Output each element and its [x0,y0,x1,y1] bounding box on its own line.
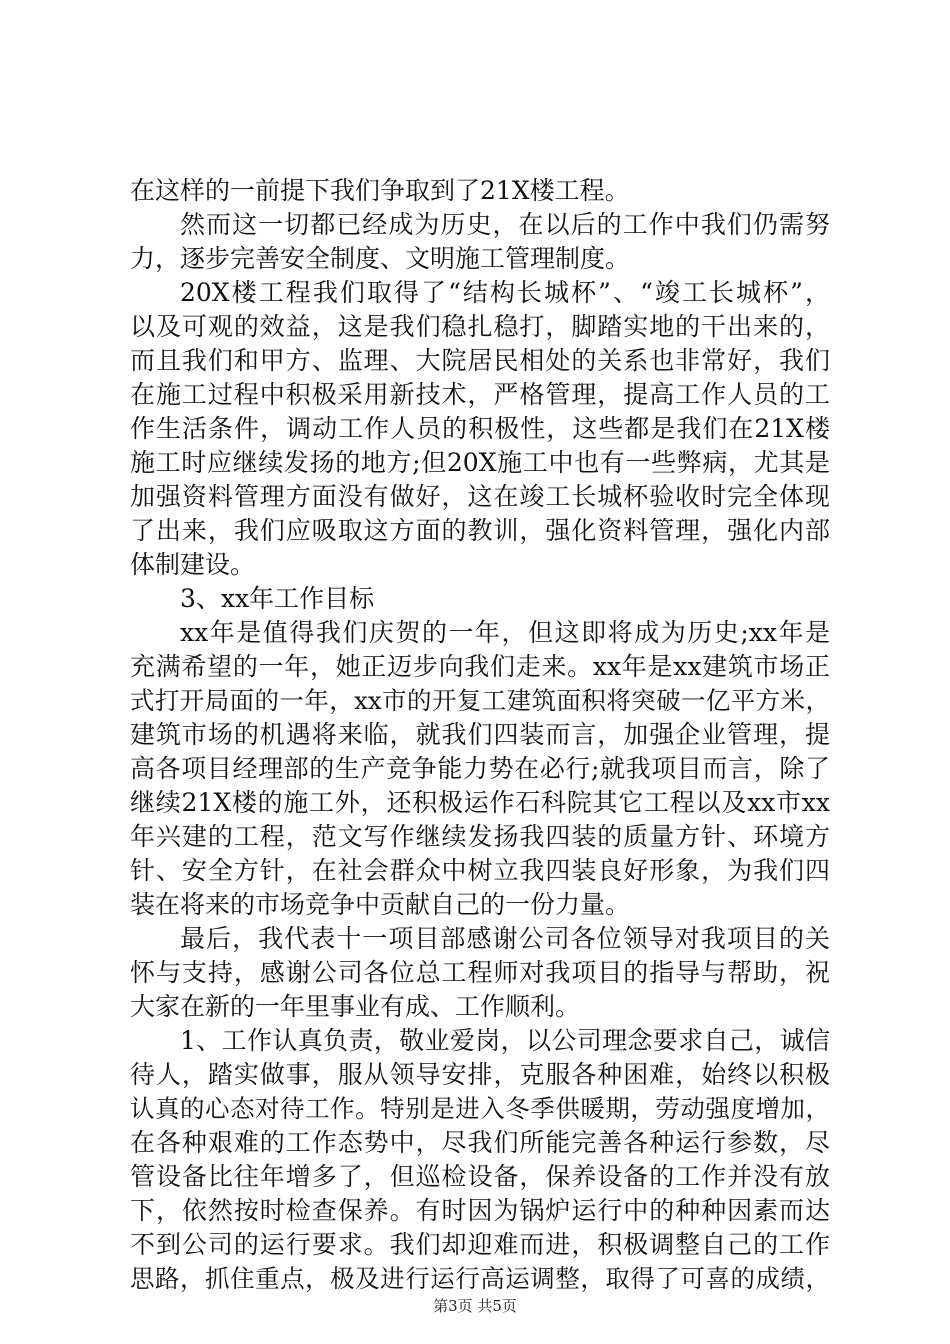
body-text-line: 大家在新的一年里事业有成、工作顺利。 [130,992,581,1021]
section-heading: 3、xx年工作目标 [180,584,375,613]
body-text-line: xx年是值得我们庆贺的一年，但这即将成为历史;xx年是 [180,618,830,647]
body-text-line: 管设备比往年增多了，但巡检设备，保养设备的工作并没有放 [130,1162,830,1191]
body-text-line: 怀与支持，感谢公司各位总工程师对我项目的指导与帮助，祝 [130,958,830,987]
body-text-line: 年兴建的工程，范文写作继续发扬我四装的质量方针、环境方 [130,822,830,851]
body-text-line: 了出来，我们应吸取这方面的教训，强化资料管理，强化内部 [130,516,830,545]
body-text-line: 而且我们和甲方、监理、大院居民相处的关系也非常好，我们 [130,346,830,375]
body-text-line: 力，逐步完善安全制度、文明施工管理制度。 [130,244,631,273]
body-text-line: 针、安全方针，在社会群众中树立我四装良好形象，为我们四 [130,856,830,885]
body-text-line: 体制建设。 [130,550,256,579]
body-text-line: 然而这一切都已经成为历史，在以后的工作中我们仍需努 [180,210,830,239]
body-text-line: 思路，抓住重点，极及进行运行高运调整，取得了可喜的成绩， [130,1264,830,1293]
body-text-line: 1、工作认真负责，敬业爱岗，以公司理念要求自己，诚信 [180,1026,830,1055]
body-text-line: 充满希望的一年，她正迈步向我们走来。xx年是xx建筑市场正 [130,652,830,681]
body-text-line: 继续21X楼的施工外，还积极运作石科院其它工程以及xx市xx [130,788,830,817]
body-text-line: 施工时应继续发扬的地方;但20X施工中也有一些弊病，尤其是 [130,448,830,477]
body-text-line: 式打开局面的一年，xx市的开复工建筑面积将突破一亿平方米， [130,686,830,715]
page-number-footer: 第3页 共5页 [433,1297,517,1315]
body-text-line: 作生活条件，调动工作人员的积极性，这些都是我们在21X楼 [130,414,830,443]
body-text-line: 认真的心态对待工作。特别是进入冬季供暖期，劳动强度增加， [130,1094,830,1123]
body-text-line: 在施工过程中积极采用新技术，严格管理，提高工作人员的工 [130,380,830,409]
body-text-line: 以及可观的效益，这是我们稳扎稳打，脚踏实地的干出来的， [130,312,830,341]
body-text-line: 高各项目经理部的生产竞争能力势在必行;就我项目而言，除了 [130,754,830,783]
body-text-line: 下，依然按时检查保养。有时因为锅炉运行中的种种因素而达 [130,1196,830,1225]
body-text-line: 不到公司的运行要求。我们却迎难而进，积极调整自己的工作 [130,1230,830,1259]
body-text-line: 待人，踏实做事，服从领导安排，克服各种困难，始终以积极 [130,1060,830,1089]
body-text-line: 20X楼工程我们取得了“结构长城杯”、“竣工长城杯”， [180,278,830,307]
body-text-line: 加强资料管理方面没有做好，这在竣工长城杯验收时完全体现 [130,482,830,511]
body-text-line: 在各种艰难的工作态势中，尽我们所能完善各种运行参数，尽 [130,1128,830,1157]
body-text-line: 建筑市场的机遇将来临，就我们四装而言，加强企业管理，提 [130,720,830,749]
body-text-line: 在这样的一前提下我们争取到了21X楼工程。 [130,176,630,205]
body-text-line: 最后，我代表十一项目部感谢公司各位领导对我项目的关 [180,924,830,953]
body-text-line: 装在将来的市场竞争中贡献自己的一份力量。 [130,890,631,919]
